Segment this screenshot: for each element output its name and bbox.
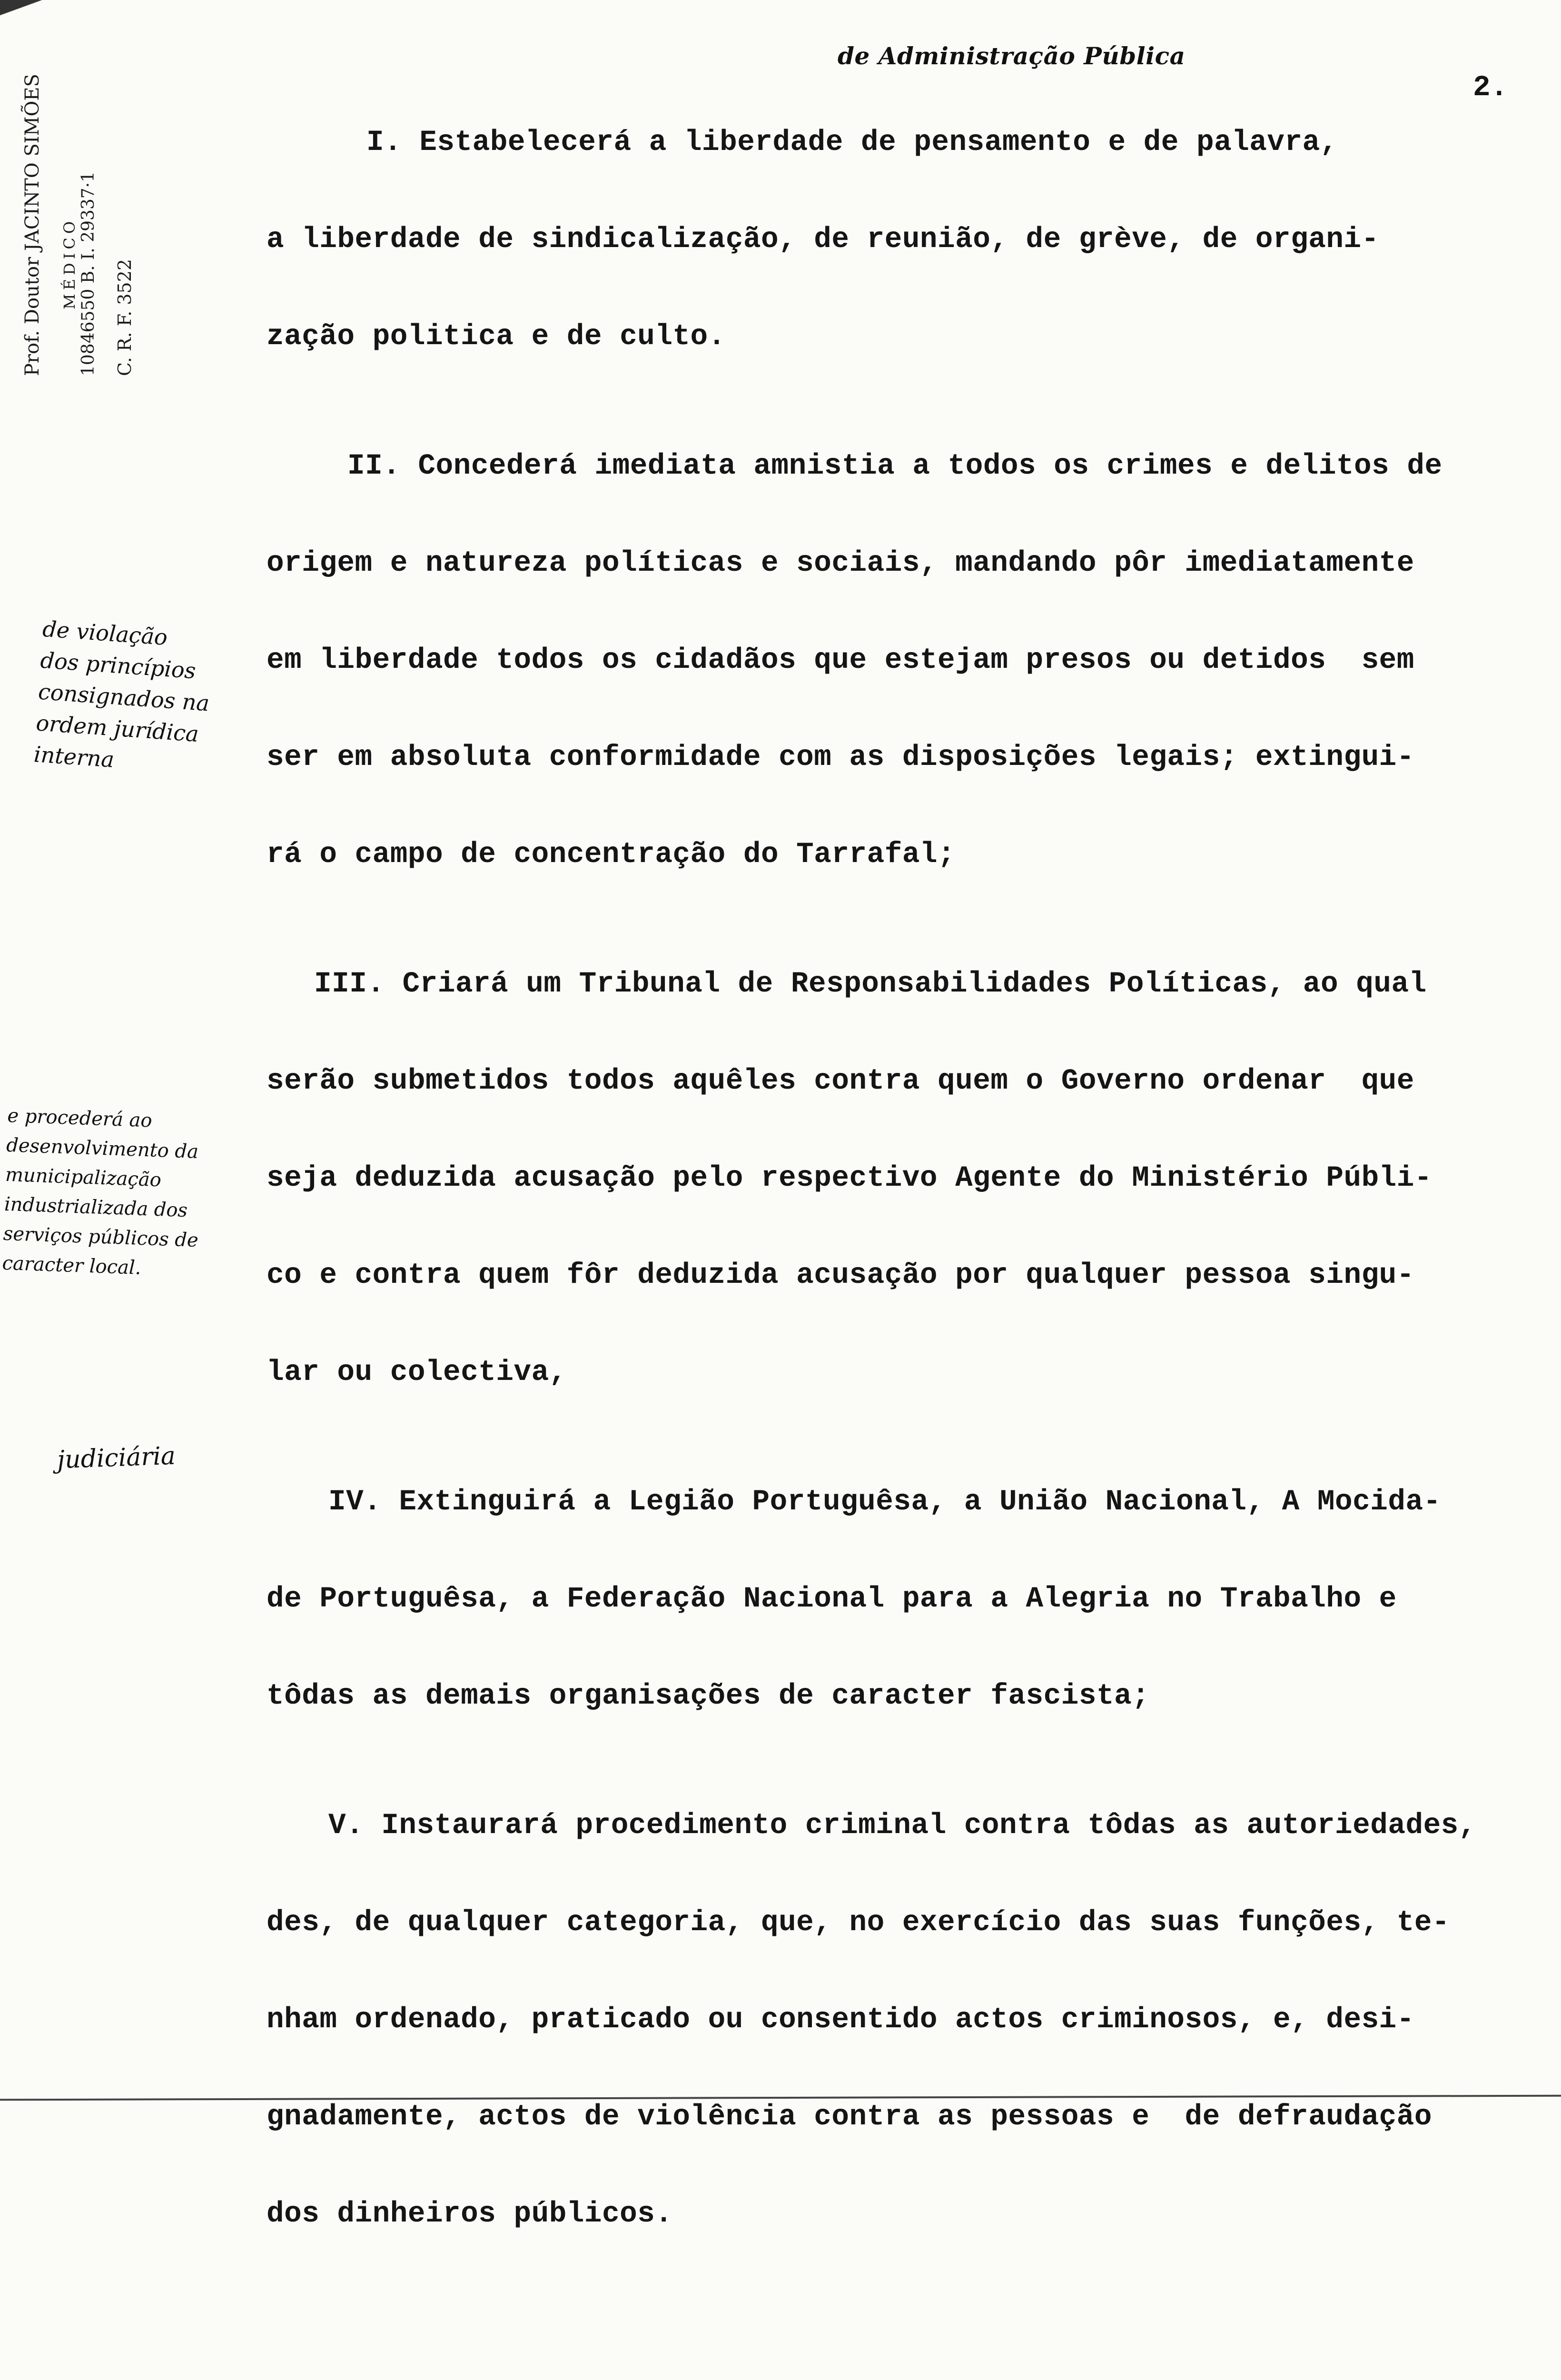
section-c-handwritten: de Administração Pública [838, 42, 1186, 70]
typed-body [267, 42, 1551, 2380]
text-line: rá o campo de concentração do Tarrafal; [267, 838, 956, 871]
text-line: serão submetidos todos aquêles contra quem o Governo ordenar que [267, 1065, 1414, 1098]
doctor-stamp [7, 43, 150, 386]
text-line: origem e natureza políticas e sociais, mandando pôr imediatamente [267, 547, 1414, 580]
margin-note-municipalizacao: e procederá ao desenvolvimento da municipalização industrializada dos serviços públicos de caracter local. [1, 1104, 199, 1279]
text-line: zação politica e de culto. [267, 320, 726, 353]
text-line: des, de qualquer categoria, que, no exercício das suas funções, te- [267, 1906, 1450, 1939]
text-line: a liberdade de sindicalização, de reunião, de grève, de organi- [267, 223, 1379, 256]
text-line: co e contra quem fôr deduzida acusação por qualquer pessoa singu- [267, 1259, 1414, 1292]
text-line: em liberdade todos os cidadãos que estejam presos ou detidos sem [267, 644, 1414, 677]
text-line: II. Concederá imediata amnistia a todos os crimes e delitos de [347, 450, 1442, 483]
text-line: nham ordenado, praticado ou consentido actos criminosos, e, desi- [267, 2003, 1414, 2036]
text-line: IV. Extinguirá a Legião Portuguêsa, a União Nacional, A Mocida- [328, 1486, 1441, 1518]
corner-mark [0, 0, 86, 19]
text-line: I. Estabelecerá a liberdade de pensamento e de palavra, [366, 126, 1338, 159]
text-line: tôdas as demais organisações de caracter fascista; [267, 1680, 1150, 1713]
text-line: gnadamente, actos de violência contra as pessoas e de defraudação [267, 2101, 1432, 2133]
text-line: III. Criará um Tribunal de Responsabilidades Políticas, ao qual [314, 968, 1427, 1001]
text-line: ser em absoluta conformidade com as disposições legais; extingui- [267, 741, 1414, 774]
stamp-line-name: Prof. Doutor JACINTO SIMÕES [21, 74, 43, 376]
text-line: seja deduzida acusação pelo respectivo Agente do Ministério Públi- [267, 1162, 1432, 1195]
page-number: 2. [1473, 71, 1508, 104]
stamp-line-crf: C. R. F. 3522 [114, 259, 135, 376]
text-line: de Portuguêsa, a Federação Nacional para a Alegria no Trabalho e [267, 1583, 1397, 1616]
text-line: V. Instaurará procedimento criminal contra tôdas as autoriedades, [328, 1809, 1476, 1842]
margin-note-judiciaria: judiciária [57, 1441, 176, 1475]
stamp-line-id: 10846550 B. I. 29337·1 [79, 171, 98, 376]
text-line: lar ou colectiva, [267, 1356, 567, 1389]
stamp-line-title: MÉDICO [60, 217, 79, 309]
text-line: dos dinheiros públicos. [267, 2198, 673, 2231]
margin-note-violacao: de violação dos princípios consignados na ordem jurídica interna [33, 615, 210, 773]
